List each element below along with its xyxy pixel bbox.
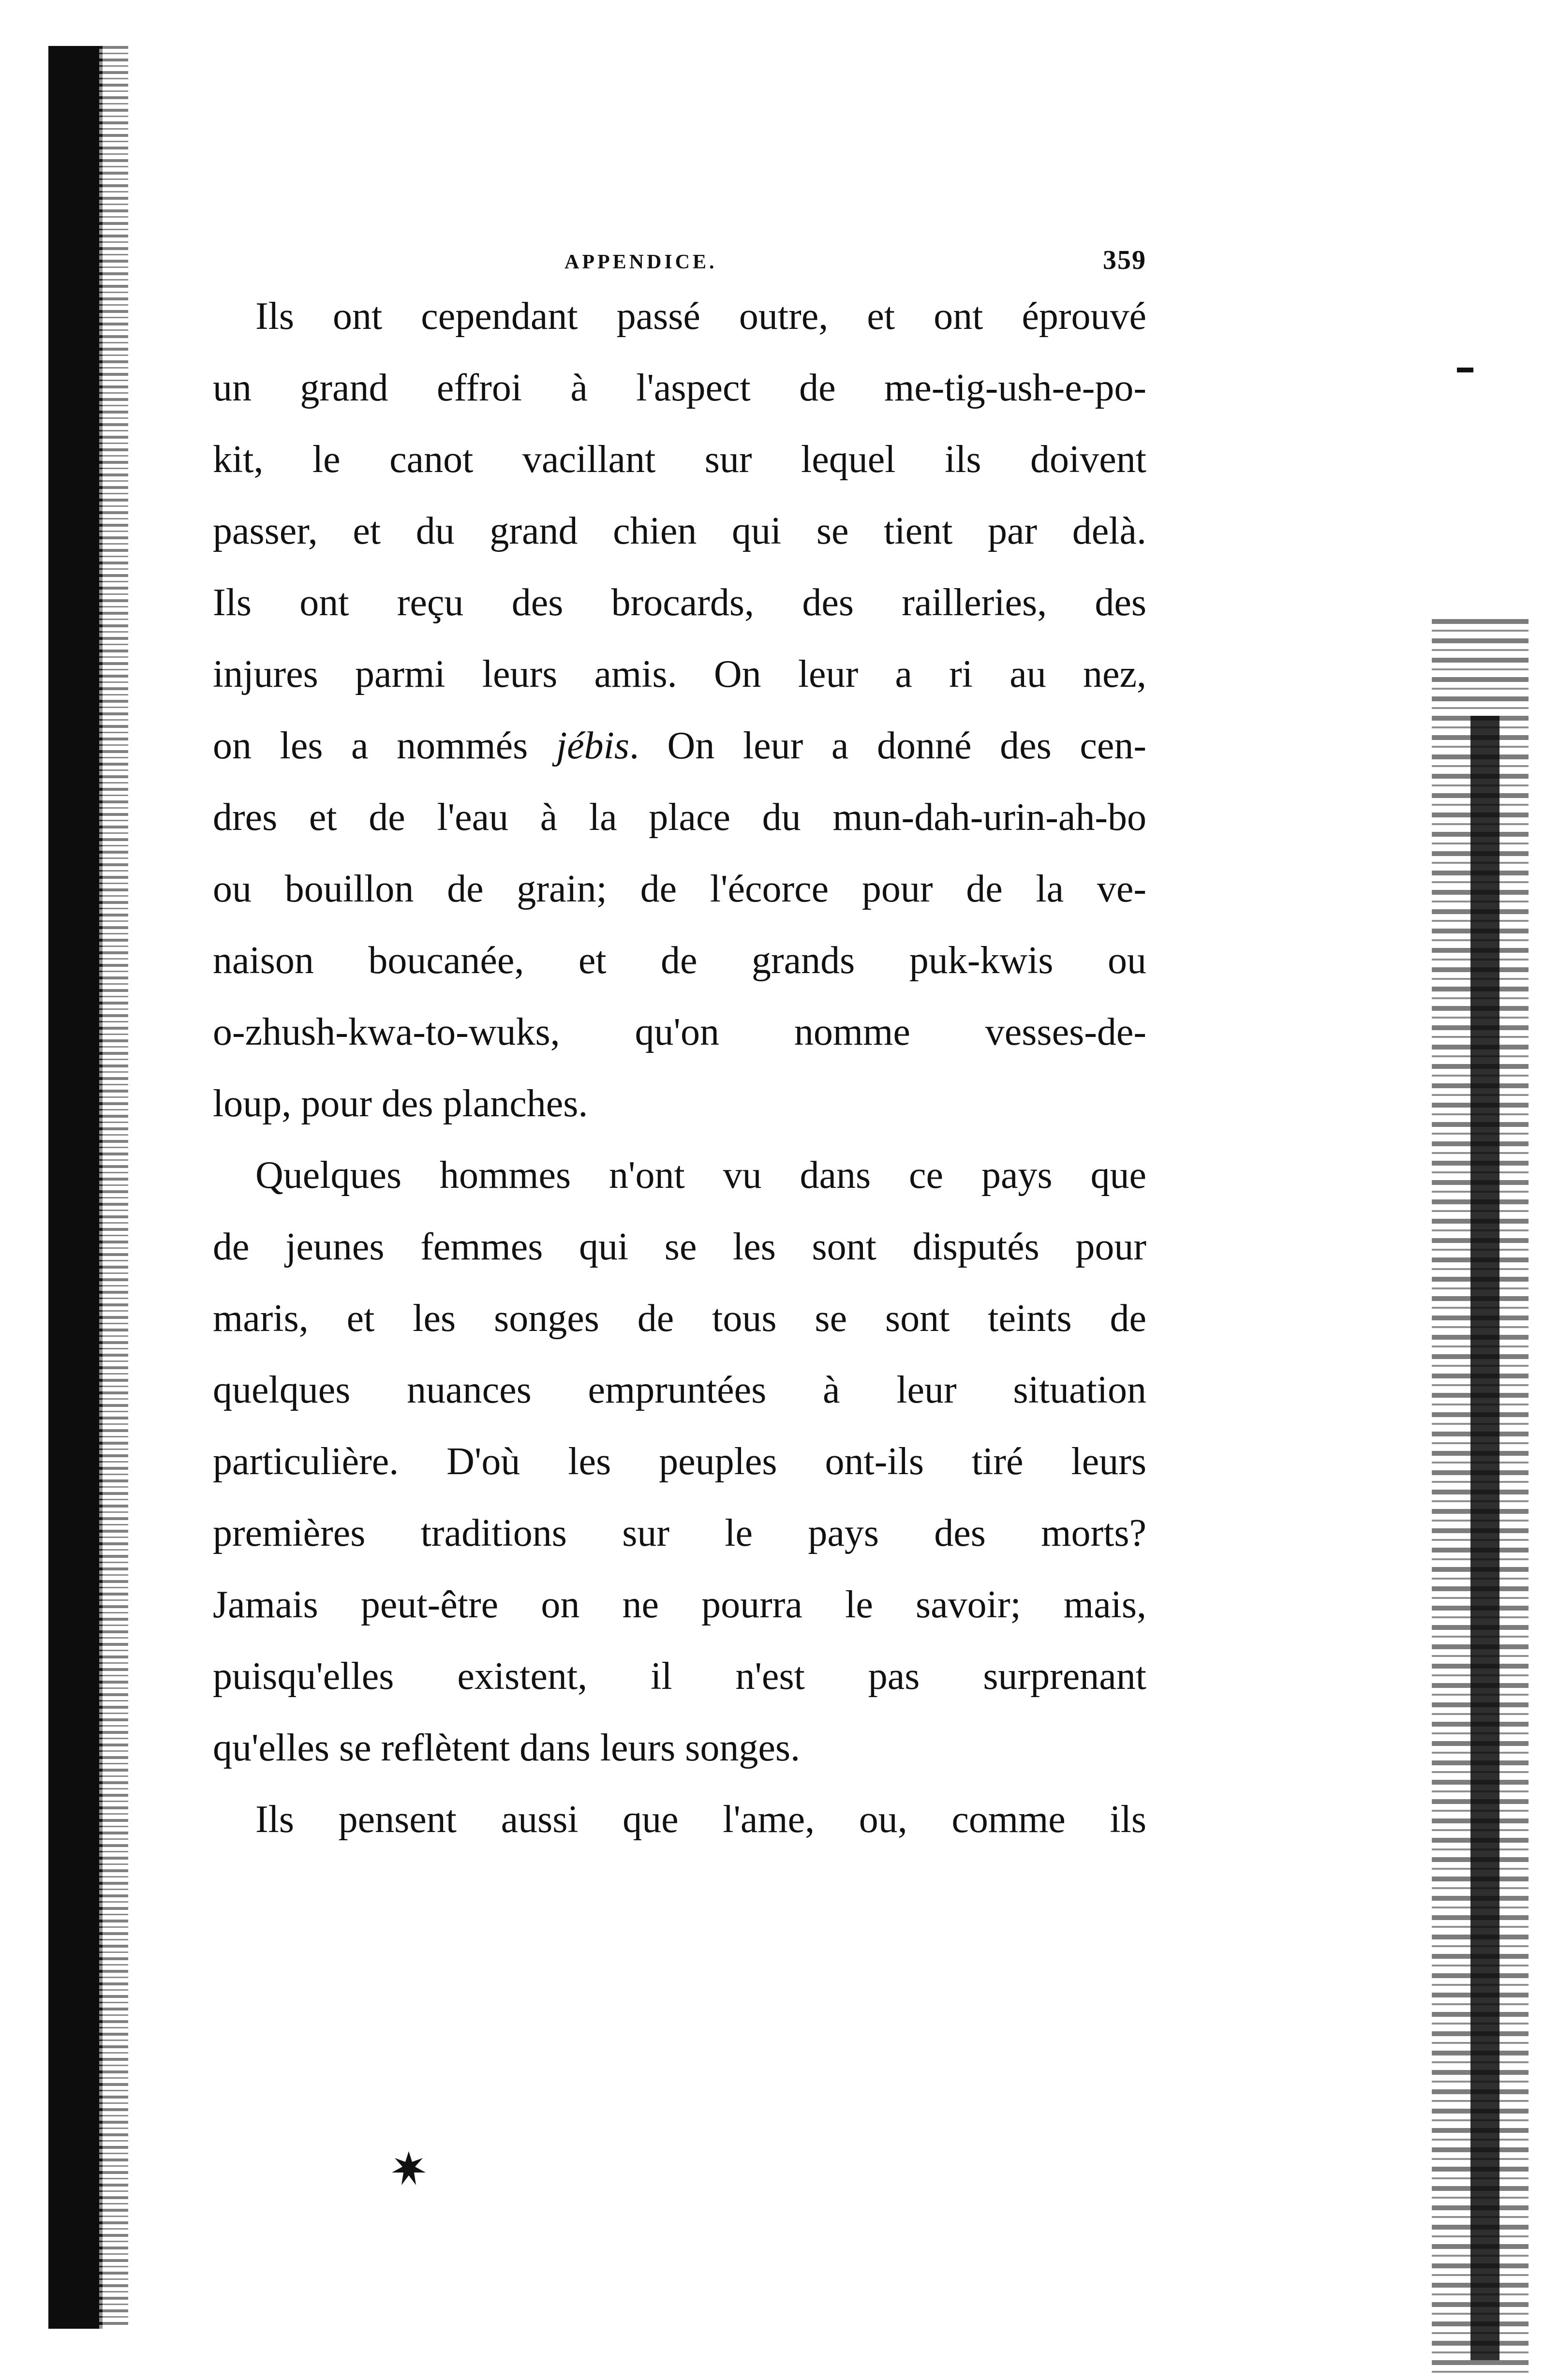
text-line: injures parmi leurs amis. On leur a ri au nez, [213, 653, 1146, 695]
text-line: qu'elles se reflètent dans leurs songes. [213, 1727, 801, 1769]
text-line: un grand effroi à l'aspect de me-tig-ush-e-po- [213, 367, 1146, 409]
scan-right-edge [1470, 716, 1500, 2360]
scan-left-edge-noise [99, 46, 128, 2329]
text-line: particulière. D'où les peuples ont-ils tiré leurs [213, 1440, 1146, 1483]
text-line: premières traditions sur le pays des morts? [213, 1512, 1146, 1554]
text-line: Jamais peut-être on ne pourra le savoir; mais, [213, 1583, 1146, 1626]
text-line: puisqu'elles existent, il n'est pas surprenant [213, 1655, 1146, 1698]
paragraph-3 [213, 1784, 1146, 1855]
text-line: de jeunes femmes qui se les sont disputés pour [213, 1226, 1146, 1268]
italic-word: jébis [556, 724, 629, 767]
text-line: dres et de l'eau à la place du mun-dah-urin-ah-bo [213, 796, 1146, 839]
text-line: ou bouillon de grain; de l'écorce pour de la ve- [213, 868, 1146, 910]
text-line: Ils ont reçu des brocards, des railleries, des [213, 581, 1146, 624]
text-line: naison boucanée, et de grands puk-kwis ou [213, 939, 1146, 982]
text-segment: on les a nommés [213, 724, 556, 767]
page-number: 359 [1103, 245, 1146, 275]
scan-margin-mark [1457, 368, 1473, 372]
text-line: maris, et les songes de tous se sont teints de [213, 1297, 1146, 1340]
text-line: Ils ont cependant passé outre, et ont éprouvé [255, 295, 1146, 338]
text-line: loup, pour des planches. [213, 1082, 588, 1125]
running-title: APPENDICE. [564, 251, 717, 273]
paragraph-1 [213, 281, 1146, 1139]
scan-left-edge [48, 46, 103, 2329]
printer-ornament-icon [387, 2147, 431, 2191]
text-line: quelques nuances empruntées à leur situation [213, 1369, 1146, 1411]
text-line: Ils pensent aussi que l'ame, ou, comme ils [255, 1798, 1146, 1841]
paragraph-2 [213, 1139, 1146, 1784]
text-line-with-italic [213, 710, 1146, 782]
book-page [213, 242, 1146, 1855]
running-head [213, 242, 1146, 281]
text-line: o-zhush-kwa-to-wuks, qu'on nomme vesses-de- [213, 1011, 1146, 1053]
text-line: passer, et du grand chien qui se tient par delà. [213, 510, 1146, 552]
text-line: Quelques hommes n'ont vu dans ce pays que [255, 1154, 1146, 1197]
text-segment: . On leur a donné des cen- [629, 724, 1146, 767]
text-line: kit, le canot vacillant sur lequel ils doivent [213, 438, 1146, 481]
